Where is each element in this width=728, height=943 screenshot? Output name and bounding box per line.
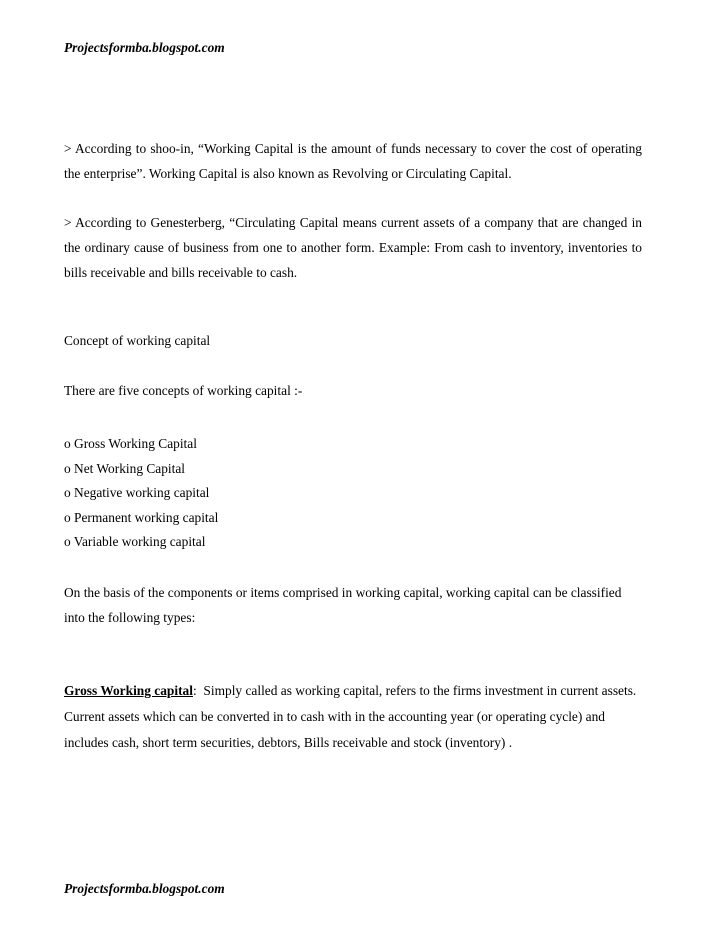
gross-working-capital-term: Gross Working capital xyxy=(64,683,193,698)
concepts-list xyxy=(64,432,218,555)
concept-heading: Concept of working capital xyxy=(64,333,211,348)
classification-paragraph: On the basis of the components or items comprised in working capital, working capital can be classified into the following types: xyxy=(64,585,622,625)
list-item: o Negative working capital xyxy=(64,485,210,501)
concepts-intro: There are five concepts of working capital :- xyxy=(64,383,303,398)
definition-shoo-in: > According to shoo-in, “Working Capital is the amount of funds necessary to cover the cost of operating the enterprise”. Working Capital is also known as Revolving or Circulating Capital. xyxy=(64,141,642,181)
term-separator: : xyxy=(192,683,197,698)
definition-genesterberg: > According to Genesterberg, “Circulating Capital means current assets of a company that are changed in the ordinary cause of business from one to another form. Example: From cash to inventory, inventories to bills receivable and bills receivable to cash. xyxy=(64,215,642,280)
page-footer: Projectsformba.blogspot.com xyxy=(64,881,225,896)
list-item: o Gross Working Capital xyxy=(64,436,197,451)
gross-working-capital-description: Simply called as working capital, refers to the firms investment in current assets. Current assets which can be converted in to cash with in the accounting year (or operating cycle) and includes cash, short term securities, debtors, Bills receivable and stock (inventory) . xyxy=(64,683,640,750)
gross-working-capital-paragraph xyxy=(64,678,648,756)
list-item: o Variable working capital xyxy=(64,534,206,550)
list-item: o Net Working Capital xyxy=(64,460,186,476)
page-header: Projectsformba.blogspot.com xyxy=(64,40,225,55)
list-item: o Permanent working capital xyxy=(64,509,219,525)
